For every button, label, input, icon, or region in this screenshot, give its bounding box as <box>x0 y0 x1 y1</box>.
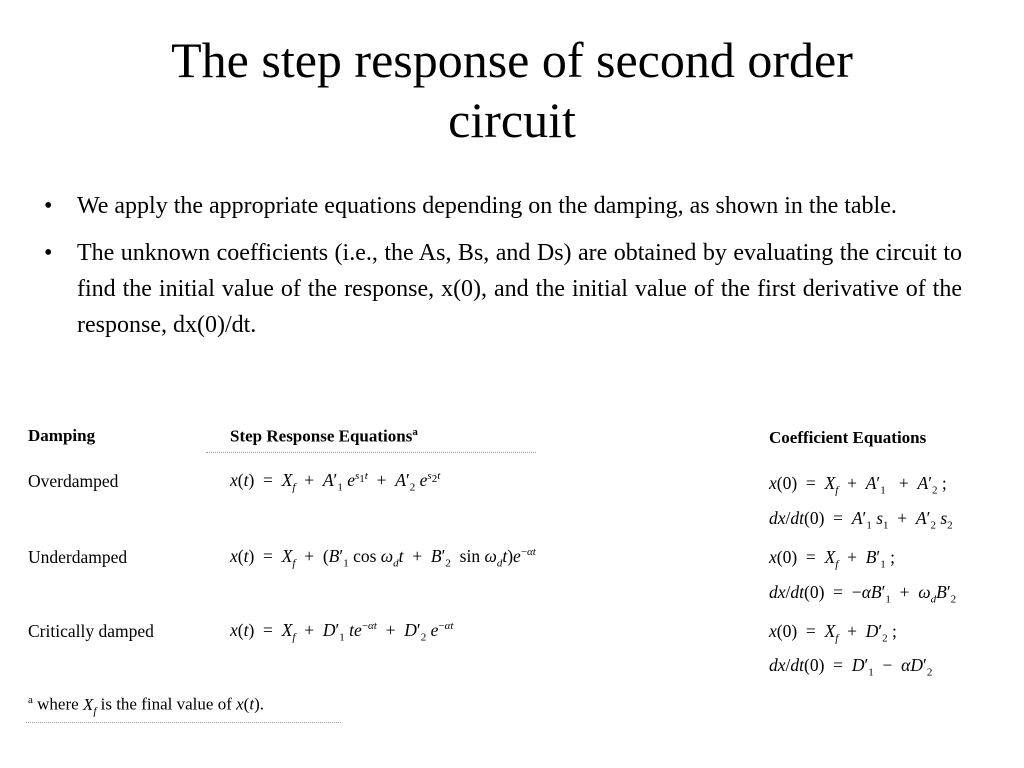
table-footnote: $^a$ where $X_f$ is the final value of x(t). <box>28 694 264 718</box>
row-underdamped-coeff-2: $dx/dt(0) = -\alpha B'_1 + \omega_dB'_2$ <box>769 582 957 606</box>
row-critically-damped-coeff-2: $dx/dt(0) = D'_1 - \alpha D'_2$ <box>769 655 933 679</box>
damping-table <box>26 420 1002 730</box>
row-overdamped-coeff-1: $x(0) = X_f + A'_1 + A'_2$ ; <box>769 473 947 497</box>
slide-title-line-1: The step response of second order <box>171 32 853 88</box>
bullet-item <box>44 235 962 343</box>
row-overdamped-label: Overdamped <box>28 471 119 491</box>
bullet-list <box>44 188 962 354</box>
row-overdamped-coeff-2: $dx/dt(0) = A'_1$ $s_1 + A'_2$ $s_2$ <box>769 508 953 532</box>
slide-title <box>0 30 1024 150</box>
row-critically-damped-label: Critically damped <box>28 621 154 641</box>
bullet-dot-icon: • <box>44 193 53 219</box>
row-critically-damped-step-equation: $x(t) = X_f + D'_1$ $te^{-\alpha t} + D'_2$ $e^{-\alpha t}$ <box>230 620 454 644</box>
bullet-dot-icon: • <box>44 240 53 266</box>
row-underdamped-label: Underdamped <box>28 547 128 567</box>
footnote-rule <box>26 722 341 723</box>
bullet-item <box>44 188 962 224</box>
row-overdamped-step-equation: $x(t) = X_f + A'_1$ $e^{s_1t} + A'_2$ $e^{s_2t}$ <box>230 470 441 494</box>
header-step-response-text: Step Response Equations <box>230 426 413 446</box>
slide-title-line-2: circuit <box>448 92 576 148</box>
header-step-footnote-mark: a <box>412 426 418 438</box>
header-rule <box>206 452 536 453</box>
header-coefficient: Coefficient Equations <box>769 428 927 447</box>
row-underdamped-coeff-1: $x(0) = X_f + B'_1$ ; <box>769 547 895 571</box>
row-critically-damped-coeff-1: $x(0) = X_f + D'_2$ ; <box>769 621 897 645</box>
bullet-text: The unknown coefficients (i.e., the As, Bs, and Ds) are obtained by evaluating the circuit to find the initial value of the response, x(0), and the initial value of the first derivative of the response, dx(0)/dt. <box>77 240 962 338</box>
header-damping: Damping <box>28 426 96 445</box>
header-step-response <box>230 426 418 447</box>
footnote-mark: a <box>28 694 33 706</box>
row-underdamped-step-equation: $x(t) = X_f + (B'_1$ $\cos \omega_dt + B'_2$ $\sin \omega_dt)e^{-\alpha t}$ <box>230 546 536 570</box>
bullet-text: We apply the appropriate equations depending on the damping, as shown in the table. <box>77 193 897 219</box>
